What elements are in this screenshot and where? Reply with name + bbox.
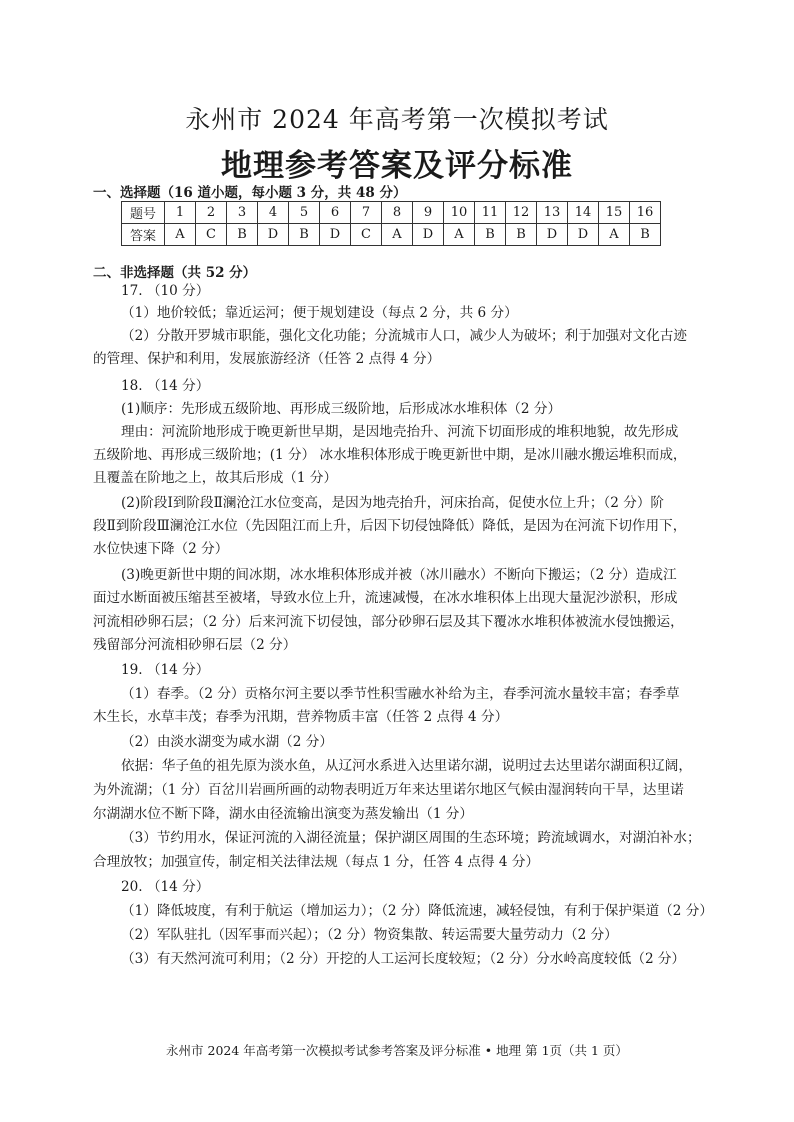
table-cell: A bbox=[165, 224, 196, 246]
table-cell: B bbox=[506, 224, 537, 246]
answer-line: 为外流湖；（1 分）百岔川岩画所画的动物表明近万年来达里诺尔地区气候由湿润转向干旱，达里诺 bbox=[93, 782, 684, 798]
table-cell: 3 bbox=[227, 202, 258, 224]
table-cell: 13 bbox=[537, 202, 568, 224]
answer-line: 五级阶地、再形成三级阶地；(1 分） 冰水堆积体形成于晚更新世中期，是冰川融水搬运堆积而成， bbox=[93, 447, 687, 463]
table-cell: 2 bbox=[196, 202, 227, 224]
table-cell: 15 bbox=[599, 202, 630, 224]
table-cell: 16 bbox=[630, 202, 661, 224]
answer-line: 残留部分河流相砂卵石层（2 分） bbox=[93, 637, 297, 653]
section-1-heading: 一、选择题（16 道小题，每小题 3 分，共 48 分） bbox=[93, 185, 407, 201]
question-17-header: 17. （10 分） bbox=[121, 283, 210, 299]
row-label: 题号 bbox=[122, 202, 165, 224]
table-cell: 7 bbox=[351, 202, 382, 224]
table-cell: 12 bbox=[506, 202, 537, 224]
question-20-header: 20. （14 分） bbox=[121, 879, 210, 895]
answer-table bbox=[121, 201, 661, 246]
answer-line: 的管理、保护和利用，发展旅游经济（任答 2 点得 4 分） bbox=[93, 351, 441, 367]
answer-line: （1）春季。（2 分）贡格尔河主要以季节性积雪融水补给为主，春季河流水量较丰富；春季草 bbox=[121, 686, 680, 702]
answer-line: 面过水断面被压缩甚至被堵，导致水位上升，流速减慢，在冰水堆积体上出现大量泥沙淤积，形成 bbox=[93, 590, 678, 606]
question-19-header: 19. （14 分） bbox=[121, 662, 210, 678]
table-cell: B bbox=[227, 224, 258, 246]
table-cell: D bbox=[568, 224, 599, 246]
page-title: 永州市 2024 年高考第一次模拟考试 bbox=[185, 105, 609, 134]
section-2-heading: 二、非选择题（共 52 分） bbox=[93, 265, 257, 281]
answer-line: (3)晚更新世中期的间冰期，冰水堆积体形成并被（冰川融水）不断向下搬运；（2 分）造成江 bbox=[121, 567, 677, 583]
question-18-header: 18. （14 分） bbox=[121, 378, 210, 394]
table-cell: C bbox=[196, 224, 227, 246]
table-cell: 8 bbox=[382, 202, 413, 224]
table-cell: 5 bbox=[289, 202, 320, 224]
answer-line: （2）分散开罗城市职能，强化文化功能；分流城市人口，减少人为破坏；利于加强对文化古迹 bbox=[121, 328, 687, 344]
row-label: 答案 bbox=[122, 224, 165, 246]
answer-line: 依据：华子鱼的祖先原为淡水鱼，从辽河水系进入达里诺尔湖，说明过去达里诺尔湖面积辽阔， bbox=[121, 758, 692, 774]
table-row bbox=[122, 202, 661, 224]
answer-line: 木生长，水草丰茂；春季为汛期，营养物质丰富（任答 2 点得 4 分） bbox=[93, 709, 509, 725]
table-cell: 11 bbox=[475, 202, 506, 224]
answer-line: 河流相砂卵石层；（2 分）后来河流下切侵蚀，部分砂卵石层及其下覆冰水堆积体被流水侵蚀搬运， bbox=[93, 614, 684, 630]
table-cell: 14 bbox=[568, 202, 599, 224]
answer-line: （1）地价较低；靠近运河；便于规划建设（每点 2 分，共 6 分） bbox=[121, 305, 518, 321]
table-cell: D bbox=[258, 224, 289, 246]
table-cell: 9 bbox=[413, 202, 444, 224]
answer-line: （2）军队驻扎（因军事而兴起）；（2 分）物资集散、转运需要大量劳动力（2 分） bbox=[121, 927, 618, 943]
page-footer: 永州市 2024 年高考第一次模拟考试参考答案及评分标准 • 地理 第 1页（共 1 页） bbox=[166, 1043, 628, 1058]
answer-line: 段Ⅱ到阶段Ⅲ澜沧江水位（先因阻江而上升，后因下切侵蚀降低）降低，是因为在河流下切作用下， bbox=[93, 518, 687, 534]
answer-line: （3）有天然河流可利用；（2 分）开挖的人工运河长度较短；（2 分）分水岭高度较低（2 分） bbox=[121, 951, 686, 967]
table-cell: 1 bbox=[165, 202, 196, 224]
answer-line: 且覆盖在阶地之上，故其后形成（1 分） bbox=[93, 470, 338, 486]
table-cell: A bbox=[599, 224, 630, 246]
table-cell: C bbox=[351, 224, 382, 246]
answer-line: 水位快速下降（2 分） bbox=[93, 541, 229, 557]
answer-line: (2)阶段Ⅰ到阶段Ⅱ澜沧江水位变高，是因为地壳抬升，河床抬高，促使水位上升；（2 分）阶 bbox=[121, 495, 665, 511]
answer-line: （3）节约用水，保证河流的入湖径流量；保护湖区周围的生态环境；跨流域调水，对湖泊补水； bbox=[121, 830, 701, 846]
table-cell: A bbox=[382, 224, 413, 246]
table-cell: 4 bbox=[258, 202, 289, 224]
table-cell: B bbox=[475, 224, 506, 246]
table-cell: D bbox=[320, 224, 351, 246]
table-cell: B bbox=[289, 224, 320, 246]
table-cell: D bbox=[537, 224, 568, 246]
answer-line: （1）降低坡度，有利于航运（增加运力）；（2 分）降低流速，减轻侵蚀，有利于保护渠道（2 分） bbox=[121, 903, 713, 919]
answer-line: 合理放牧；加强宣传，制定相关法律法规（每点 1 分，任答 4 点得 4 分） bbox=[93, 854, 540, 870]
page-subtitle: 地理参考答案及评分标准 bbox=[221, 148, 573, 184]
table-cell: 6 bbox=[320, 202, 351, 224]
table-row bbox=[122, 224, 661, 246]
table-cell: A bbox=[444, 224, 475, 246]
table-cell: B bbox=[630, 224, 661, 246]
answer-line: 尔湖湖水位不断下降，湖水由径流输出演变为蒸发输出（1 分） bbox=[93, 806, 473, 822]
table-cell: 10 bbox=[444, 202, 475, 224]
answer-line: 理由：河流阶地形成于晚更新世早期，是因地壳抬升、河流下切面形成的堆积地貌，故先形成 bbox=[121, 424, 679, 440]
answer-line: (1)顺序：先形成五级阶地、再形成三级阶地，后形成冰水堆积体（2 分） bbox=[121, 401, 562, 417]
answer-line: （2）由淡水湖变为咸水湖（2 分） bbox=[121, 734, 333, 750]
table-cell: D bbox=[413, 224, 444, 246]
